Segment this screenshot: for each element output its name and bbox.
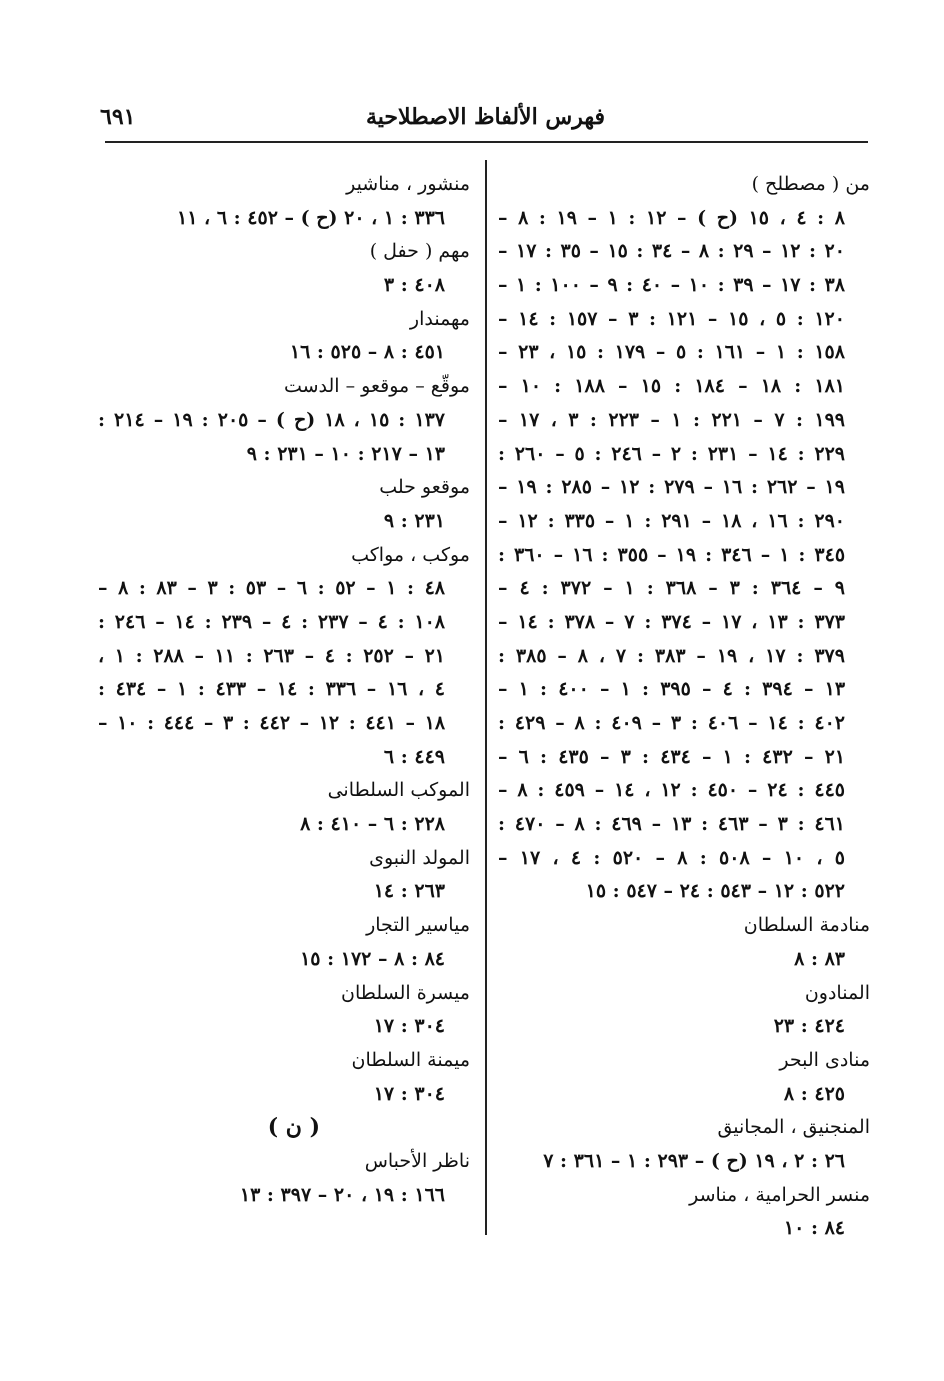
- page-references: ٩ – ٣٦٤ : ٣ – ٣٦٨ : ١ – ٣٧٢ : ٤ –: [498, 577, 845, 600]
- page-references: ١٠٨ : ٤ – ٢٣٧ : ٤ – ٢٣٩ : ١٤ – ٢٤٦ :: [98, 610, 445, 633]
- page-references: ٨٤ : ٨ – ١٧٢ : ١٥: [300, 947, 445, 970]
- page-references: ٤٦١ : ٣ – ٤٦٣ : ١٣ – ٤٦٩ : ٨ – ٤٧٠ :: [498, 813, 845, 836]
- page-references: ٤٨ : ١ – ٥٢ : ٦ – ٥٣ : ٣ – ٨٣ : ٨ –: [98, 577, 445, 600]
- page-references: ٥ ، ١٠ – ٥٠٨ : ٨ – ٥٢٠ : ٤ ، ١٧ –: [498, 846, 845, 869]
- page-references: ١٢٠ : ٥ ، ١٥ – ١٢١ : ٣ – ١٥٧ : ١٤ –: [498, 307, 845, 330]
- index-term: منادى البحر: [779, 1048, 870, 1071]
- index-term: منادمة السلطان: [743, 914, 870, 937]
- page-references: ٤٤٥ : ٢٤ – ٤٥٠ : ١٢ ، ١٤ – ٤٥٩ : ٨ –: [498, 779, 845, 802]
- column-divider: [485, 160, 487, 1235]
- page-references: ٣٨ : ١٧ – ٣٩ : ١٠ – ٤٠ : ٩ – ١٠٠ : ١ –: [498, 274, 845, 297]
- page-references: ٤٠٢ : ١٤ – ٤٠٦ : ٣ – ٤٠٩ : ٨ – ٤٢٩ :: [498, 712, 845, 734]
- page-references: ١٣ – ٣٩٤ : ٤ – ٣٩٥ : ١ – ٤٠٠ : ١ –: [498, 678, 846, 701]
- page-references: ٣٧٣ : ١٣ ، ١٧ – ٣٧٤ : ٧ – ٣٧٨ : ١٤ –: [498, 610, 845, 633]
- index-term: المنجنيق ، المجانيق: [717, 1116, 870, 1139]
- index-term: مهمندار: [409, 307, 470, 330]
- index-term: ميسرة السلطان: [341, 981, 470, 1004]
- page-references: ٢٣١ : ٩: [383, 509, 445, 532]
- page-references: ٤ ، ١٦ – ٣٣٦ : ١٤ – ٤٣٣ : ١ – ٤٣٤ :: [98, 678, 445, 701]
- page-references: ٤٢٥ : ٨: [783, 1082, 845, 1105]
- index-term: الموكب السلطانى: [327, 779, 470, 802]
- page-references: ١٩٩ : ٧ – ٢٢١ : ١ – ٢٢٣ : ٣ ، ١٧ –: [498, 408, 846, 431]
- index-column-right: [498, 168, 870, 1246]
- page-references: ٢١ – ٢٥٢ : ٤ – ٢٦٣ : ١١ – ٢٨٨ : ١ ،: [98, 644, 446, 667]
- header-rule: [105, 141, 868, 143]
- index-term: مهم ( حفل ): [369, 240, 470, 263]
- page-references: ١٦٦ : ١٩ ، ٢٠ – ٣٩٧ : ١٣: [239, 1183, 445, 1206]
- section-letter: ( ن ): [267, 1114, 320, 1141]
- page-references: ١٥٨ : ١ – ١٦١ : ٥ – ١٧٩ : ١٥ ، ٢٣ –: [498, 341, 845, 364]
- index-term: من ( مصطلح ): [751, 173, 870, 195]
- page-references: ١٣٧ : ١٥ ، ١٨ (ح ) – ٢٠٥ : ١٩ – ٢١٤ :: [98, 408, 445, 431]
- page-references: ٤٢٤ : ٢٣: [773, 1015, 845, 1038]
- page-references: ١٨١ : ١٨ – ١٨٤ : ١٥ – ١٨٨ : ١٠ –: [498, 375, 845, 398]
- page-references: ٢٢٨ : ٦ – ٤١٠ : ٨: [300, 813, 445, 836]
- index-term: مياسير التجار: [366, 914, 470, 937]
- page-references: ٣٣٦ : ١ ، ٢٠ (ح ) – ٤٥٢ : ٦ ، ١١: [177, 206, 445, 229]
- index-term: موقّع – موقعو – الدست: [283, 375, 470, 398]
- index-term: ناظر الأحباس: [364, 1149, 470, 1172]
- page-references: ٣٤٥ : ١ – ٣٤٦ : ١٩ – ٣٥٥ : ١٦ – ٣٦٠ :: [498, 543, 846, 566]
- page-references: ٨ : ٤ ، ١٥ (ح ) – ١٢ : ١ – ١٩ : ٨ –: [498, 206, 845, 229]
- page-references: ٢٠ : ١٢ – ٢٩ : ٨ – ٣٤ : ١٥ – ٣٥ : ١٧ –: [498, 240, 845, 263]
- index-column-left: [98, 168, 470, 1212]
- index-term: منشور ، مناشير: [346, 173, 470, 195]
- page-references: ٢٩٠ : ١٦ ، ١٨ – ٢٩١ : ١ – ٣٣٥ : ١٢ –: [498, 509, 845, 532]
- index-term: منسر الحرامية ، مناسر: [689, 1183, 870, 1206]
- index-term: موقعو حلب: [379, 476, 470, 499]
- page-header: [100, 104, 605, 140]
- page-references: ٣٧٩ : ١٧ ، ١٩ – ٣٨٣ : ٧ ، ٨ – ٣٨٥ :: [498, 644, 845, 667]
- page-references: ٣٠٤ : ١٧: [373, 1082, 445, 1105]
- page-references: ٨٤ : ١٠: [783, 1217, 845, 1240]
- page-references: ١٣ – ٢١٧ : ١٠ – ٢٣١ : ٩: [246, 442, 445, 465]
- page-references: ٤٤٩ : ٦: [383, 745, 445, 768]
- page-references: ٢٢٩ : ١٤ – ٢٣١ : ٢ – ٢٤٦ : ٥ – ٢٦٠ :: [498, 442, 845, 465]
- page-references: ٥٢٢ : ١٢ – ٥٤٣ : ٢٤ – ٥٤٧ : ١٥: [585, 880, 845, 903]
- page-references: ٢٦٣ : ١٤: [373, 880, 445, 903]
- page-references: ١٨ – ٤٤١ : ١٢ – ٤٤٢ : ٣ – ٤٤٤ : ١٠ –: [98, 712, 446, 734]
- page-number: ٦٩١: [100, 104, 136, 130]
- page-references: ٢١ – ٤٣٢ : ١ – ٤٣٤ : ٣ – ٤٣٥ : ٦ –: [498, 745, 846, 768]
- index-term: ميمنة السلطان: [351, 1048, 470, 1071]
- page-references: ٤٠٨ : ٣: [383, 274, 445, 297]
- page-references: ٨٣ : ٨: [794, 947, 845, 970]
- running-title: فهرس الألفاظ الاصطلاحية: [365, 104, 605, 130]
- page-references: ٣٠٤ : ١٧: [373, 1015, 445, 1038]
- index-term: المنادون: [804, 981, 870, 1004]
- page-references: ٤٥١ : ٨ – ٥٢٥ : ١٦: [289, 341, 445, 364]
- index-term: المولد النبوى: [369, 846, 470, 869]
- index-term: موكب ، مواكب: [351, 543, 470, 566]
- page-references: ١٩ – ٢٦٢ : ١٦ – ٢٧٩ : ١٢ – ٢٨٥ : ١٩ –: [498, 476, 845, 499]
- page-references: ٢٦ : ٢ ، ١٩ (ح ) – ٢٩٣ : ١ – ٣٦١ : ٧: [543, 1149, 845, 1172]
